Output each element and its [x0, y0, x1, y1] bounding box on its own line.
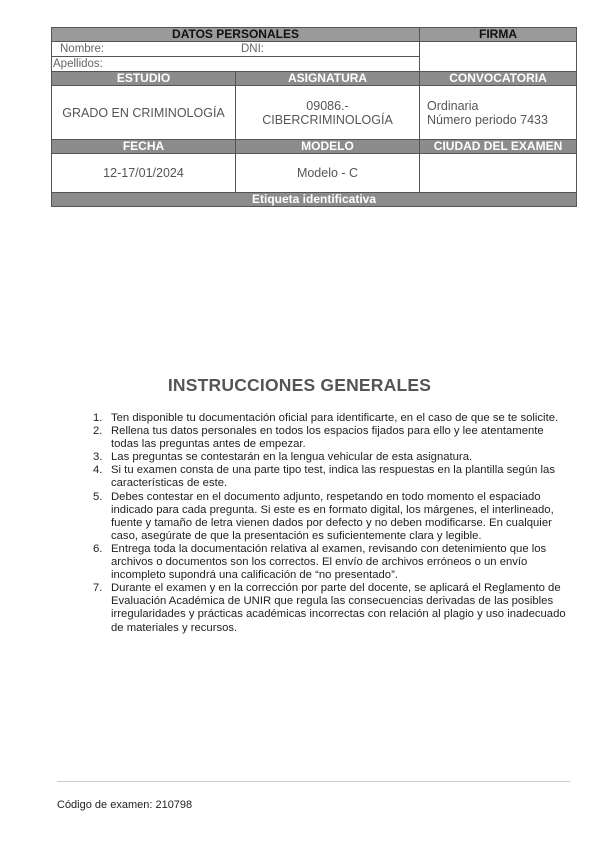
ciudad-value[interactable]: [420, 154, 577, 193]
asignatura-value: [236, 86, 420, 140]
instruction-item: 6. Entrega toda la documentación relativa al examen, revisando con detenimiento que los archivos o documentos son los correctos. El envío de archivos erróneos o un envío incompleto supondrá una calificación de “no presentado”.: [93, 542, 547, 582]
instruction-item: 4. Si tu examen consta de una parte tipo test, indica las respuestas en la plantilla según las características de este.: [93, 464, 555, 490]
instruction-item: 5. Debes contestar en el documento adjunto, respetando en todo momento el espaciado indicado para cada pregunta. Si este es en formato digital, los márgenes, el interlineado, fuente y tamaño de letra vienen dados por defecto y no deben modificarse. En cualquier caso, asegúrate de que la presentación es suficientemente clara y legible.: [93, 490, 554, 542]
etiqueta-identificativa: Etiqueta identificativa: [52, 193, 577, 207]
convocatoria-heading: CONVOCATORIA: [420, 72, 577, 86]
nombre-dni-field[interactable]: [52, 42, 420, 57]
datos-personales-heading: DATOS PERSONALES: [52, 28, 420, 42]
asignatura-name: CIBERCRIMINOLOGÍA: [262, 112, 393, 127]
exam-header: [51, 27, 576, 207]
modelo-heading: MODELO: [236, 140, 420, 154]
firma-box[interactable]: [420, 42, 577, 72]
convocatoria-value: [420, 86, 577, 140]
fecha-value: 12-17/01/2024: [52, 154, 236, 193]
instruction-item: 1. Ten disponible tu documentación oficial para identificarte, en el caso de que se te solicite.: [93, 412, 559, 424]
instructions-title: INSTRUCCIONES GENERALES: [167, 375, 432, 395]
estudio-heading: ESTUDIO: [52, 72, 236, 86]
footer-divider: [57, 781, 570, 782]
apellidos-field[interactable]: [52, 57, 420, 72]
estudio-value: GRADO EN CRIMINOLOGÍA: [52, 86, 236, 140]
nombre-label: Nombre:: [60, 43, 105, 55]
firma-heading: FIRMA: [420, 28, 577, 42]
convocatoria-type: Ordinaria: [427, 98, 479, 113]
apellidos-label: Apellidos:: [53, 58, 103, 70]
ciudad-heading: CIUDAD DEL EXAMEN: [420, 140, 577, 154]
asignatura-code: 09086.-: [306, 98, 349, 113]
instructions-list: [93, 412, 573, 635]
instruction-item: 7. Durante el examen y en la corrección por parte del docente, se aplicará el Reglamento de Evaluación Académica de UNIR que regula las consecuencias derivadas de las posibles irregularidades y prácticas académicas incorrectas con relación al plagio y uso inadecuado de materiales y recursos.: [93, 582, 566, 634]
exam-code: Código de examen: 210798: [57, 799, 193, 811]
dni-label: DNI:: [241, 43, 264, 55]
instruction-item: 3. Las preguntas se contestarán en la lengua vehicular de esta asignatura.: [93, 451, 473, 464]
fecha-heading: FECHA: [52, 140, 236, 154]
asignatura-heading: ASIGNATURA: [236, 72, 420, 86]
modelo-value: Modelo - C: [236, 154, 420, 193]
convocatoria-period: Número periodo 7433: [427, 112, 548, 127]
exam-header-table: [51, 27, 577, 207]
instruction-item: 2. Rellena tus datos personales en todos los espacios fijados para ello y lee atentamente todas las preguntas antes de empezar.: [93, 425, 544, 451]
